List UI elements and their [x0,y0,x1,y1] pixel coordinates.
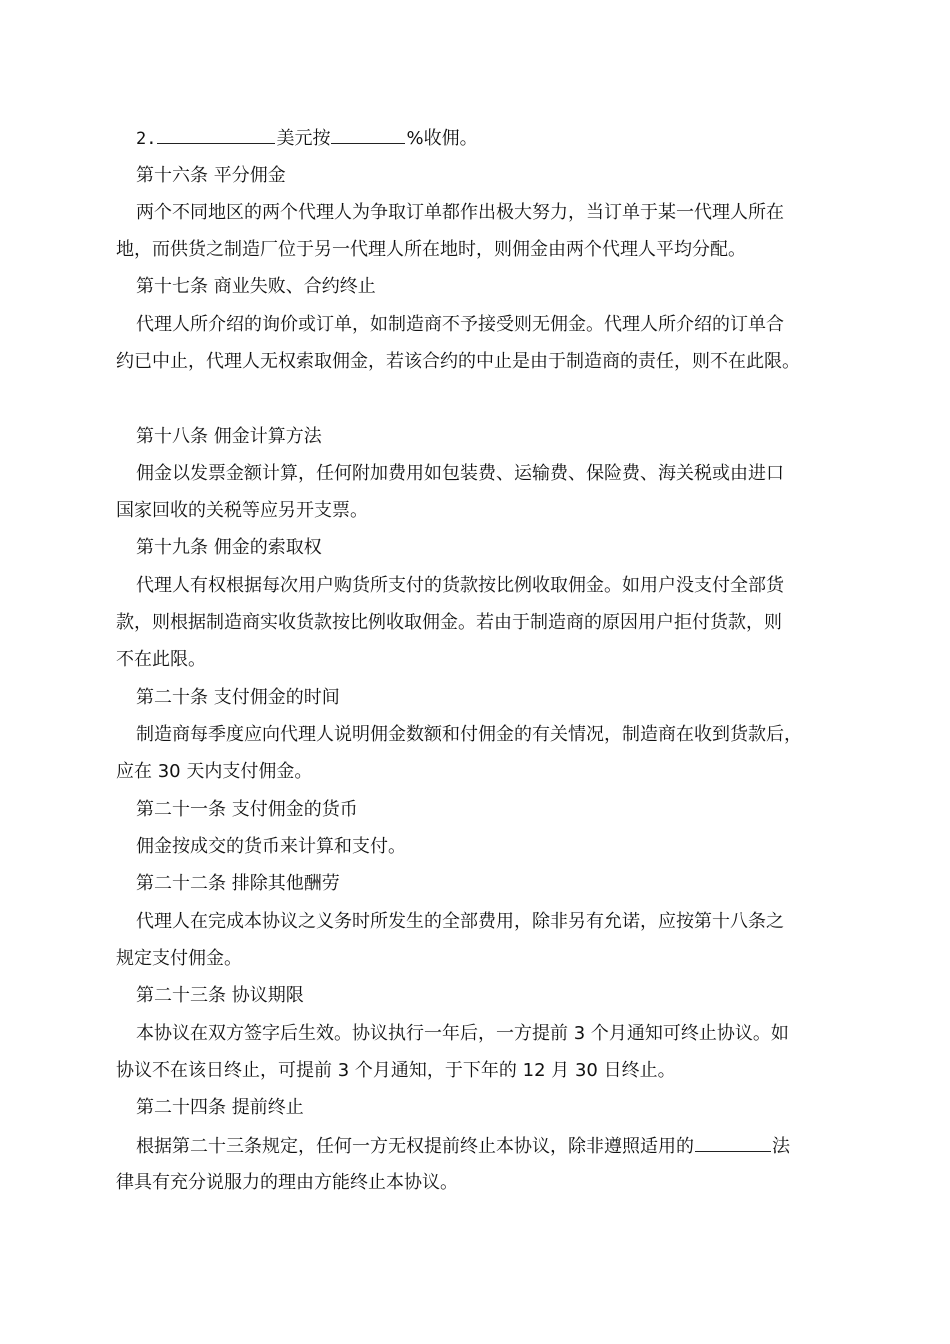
article-24-body-line-1 [136,1133,790,1160]
article-20-body-line-1: 制造商每季度应向代理人说明佣金数额和付佣金的有关情况，制造商在收到货款后， [136,724,802,745]
article-20-body-line-2: 应在 30 天内支付佣金。 [116,761,313,782]
article-17-body-line-1: 代理人所介绍的询价或订单，如制造商不予接受则无佣金。代理人所介绍的订单合 [136,314,784,335]
article-18-heading: 第十八条 佣金计算方法 [136,426,322,447]
article-19-body-line-3: 不在此限。 [116,649,206,670]
article-23-body-line-1: 本协议在双方签字后生效。协议执行一年后，一方提前 3 个月通知可终止协议。如 [136,1023,789,1044]
article-17-body-line-2: 约已中止，代理人无权索取佣金，若该合约的中止是由于制造商的责任，则不在此限。 [116,351,800,372]
amount-blank [157,125,275,144]
article-19-body-line-2: 款，则根据制造商实收货款按比例收取佣金。若由于制造商的原因用户拒付货款，则 [116,612,782,633]
article-21-body-line-1: 佣金按成交的货币来计算和支付。 [136,836,406,857]
article-16-heading: 第十六条 平分佣金 [136,165,286,186]
article-18-body-line-2: 国家回收的关税等应另开支票。 [116,500,368,521]
article-16-body-line-2: 地，而供货之制造厂位于另一代理人所在地时，则佣金由两个代理人平均分配。 [116,239,746,260]
item-2-prefix: 2. [136,129,157,149]
article-21-heading: 第二十一条 支付佣金的货币 [136,799,358,820]
item-2-mid: 美元按 [276,128,331,149]
article-19-body-line-1: 代理人有权根据每次用户购货所支付的货款按比例收取佣金。如用户没支付全部货 [136,575,784,596]
item-2-suffix: %收佣。 [406,128,478,149]
percent-blank [331,125,405,144]
article-16-body-line-1: 两个不同地区的两个代理人为争取订单都作出极大努力，当订单于某一代理人所在 [136,202,784,223]
article-24-body-prefix: 根据第二十三条规定，任何一方无权提前终止本协议，除非遵照适用的 [136,1136,694,1157]
article-22-body-line-2: 规定支付佣金。 [116,948,242,969]
article-22-body-line-1: 代理人在完成本协议之义务时所发生的全部费用，除非另有允诺，应按第十八条之 [136,911,784,932]
article-24-body-suffix: 法 [772,1136,790,1157]
article-23-body-line-2: 协议不在该日终止，可提前 3 个月通知，于下年的 12 月 30 日终止。 [116,1060,676,1081]
item-2-line [136,125,478,152]
article-20-heading: 第二十条 支付佣金的时间 [136,687,340,708]
article-24-body-line-2: 律具有充分说服力的理由方能终止本协议。 [116,1172,458,1193]
article-18-body-line-1: 佣金以发票金额计算，任何附加费用如包装费、运输费、保险费、海关税或由进口 [136,463,784,484]
law-blank [695,1133,771,1152]
article-22-heading: 第二十二条 排除其他酬劳 [136,873,340,894]
article-23-heading: 第二十三条 协议期限 [136,985,304,1006]
article-24-heading: 第二十四条 提前终止 [136,1097,304,1118]
article-19-heading: 第十九条 佣金的索取权 [136,537,322,558]
article-17-heading: 第十七条 商业失败、合约终止 [136,276,376,297]
